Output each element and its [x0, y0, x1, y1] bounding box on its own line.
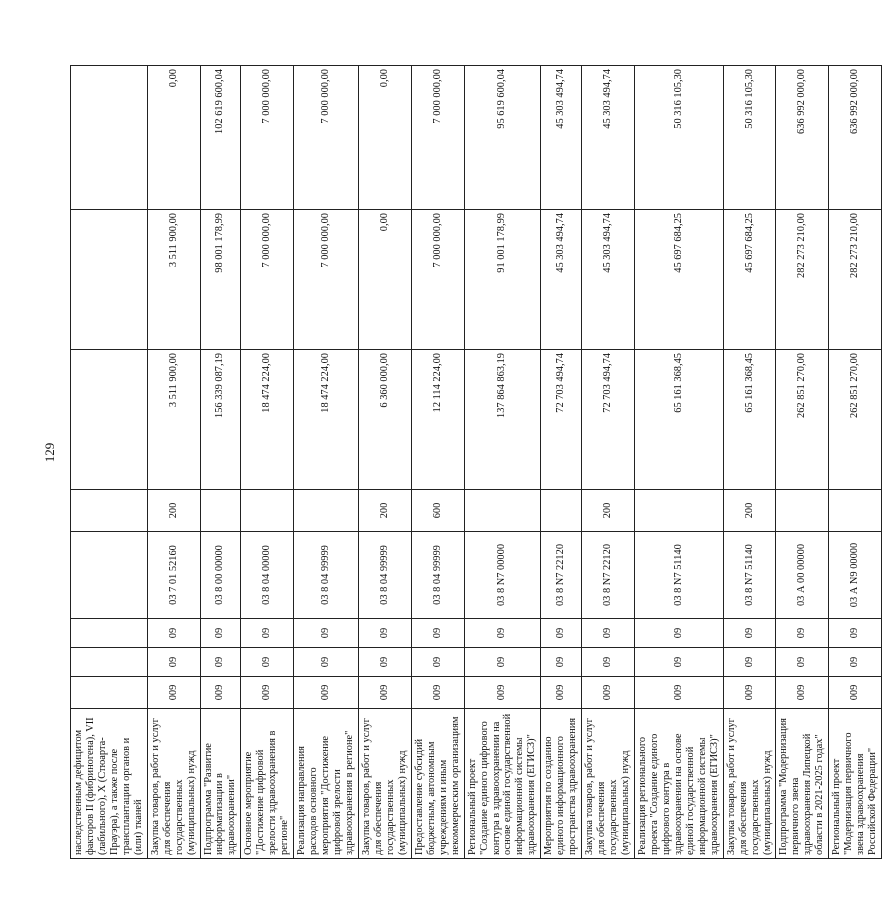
page-number: 129: [42, 442, 57, 463]
row-target: [71, 532, 148, 619]
row-grbs: 009: [464, 677, 541, 709]
row-name: Региональный проект "Создание единого цифрового контура в здравоохранении на основе единой государственной информационной системы здравоохранения (ЕГИСЗ)": [464, 709, 541, 859]
row-expense: 200: [147, 490, 200, 532]
table-row: [358, 66, 411, 859]
row-reg: 102 619 600,04: [200, 66, 241, 210]
row-reg: 45 303 494,74: [582, 66, 635, 210]
table-row: [829, 66, 882, 859]
row-name: Основное мероприятие "Достижение цифровой зрелости здравоохранения в регионе": [241, 709, 294, 859]
row-grbs: 009: [358, 677, 411, 709]
row-total: 262 851 270,00: [776, 350, 829, 490]
row-total: 18 474 224,00: [294, 350, 359, 490]
row-total: 18 474 224,00: [241, 350, 294, 490]
row-subsection: 09: [411, 619, 464, 648]
row-reg: 50 316 105,30: [634, 66, 723, 210]
table-row: [634, 66, 723, 859]
row-section: 09: [723, 648, 776, 677]
row-name: Предоставление субсидий бюджетным, автономным учреждениям и иным некоммерческим организациям: [411, 709, 464, 859]
row-subsection: 09: [776, 619, 829, 648]
row-target: 03 8 04 00000: [241, 532, 294, 619]
row-grbs: 009: [776, 677, 829, 709]
row-section: 09: [464, 648, 541, 677]
row-grbs: 009: [582, 677, 635, 709]
row-total: 137 864 863,19: [464, 350, 541, 490]
row-expense: [241, 490, 294, 532]
row-fed: 3 511 900,00: [147, 210, 200, 350]
row-section: 09: [358, 648, 411, 677]
row-target: 03 А N9 00000: [829, 532, 882, 619]
row-total: 12 114 224,00: [411, 350, 464, 490]
row-section: 09: [294, 648, 359, 677]
row-grbs: 009: [241, 677, 294, 709]
row-grbs: 009: [411, 677, 464, 709]
row-grbs: [71, 677, 148, 709]
row-fed: 282 273 210,00: [776, 210, 829, 350]
row-fed: 7 000 000,00: [411, 210, 464, 350]
row-target: 03 8 04 99999: [294, 532, 359, 619]
row-name: Реализация направления расходов основного мероприятия "Достижение цифровой зрелости здравоохранения в регионе": [294, 709, 359, 859]
row-name: Подпрограмма "Модернизация первичного звена здравоохранения Липецкой области в 2021-2025 годах": [776, 709, 829, 859]
row-total: [71, 350, 148, 490]
row-subsection: 09: [829, 619, 882, 648]
row-grbs: 009: [541, 677, 582, 709]
row-name: Закупка товаров, работ и услуг для обеспечения государственных (муниципальных) нужд: [582, 709, 635, 859]
row-name: Закупка товаров, работ и услуг для обеспечения государственных (муниципальных) нужд: [147, 709, 200, 859]
row-section: 09: [411, 648, 464, 677]
row-subsection: 09: [541, 619, 582, 648]
table-row: [464, 66, 541, 859]
row-reg: 50 316 105,30: [723, 66, 776, 210]
row-fed: 7 000 000,00: [294, 210, 359, 350]
row-expense: [541, 490, 582, 532]
row-target: 03 8 N7 00000: [464, 532, 541, 619]
row-section: 09: [829, 648, 882, 677]
row-total: 72 703 494,74: [541, 350, 582, 490]
row-expense: [200, 490, 241, 532]
row-grbs: 009: [723, 677, 776, 709]
table-row: [541, 66, 582, 859]
row-subsection: 09: [358, 619, 411, 648]
row-fed: 91 001 178,99: [464, 210, 541, 350]
row-section: 09: [776, 648, 829, 677]
row-fed: 45 303 494,74: [541, 210, 582, 350]
row-reg: 7 000 000,00: [411, 66, 464, 210]
row-total: 72 703 494,74: [582, 350, 635, 490]
row-name: Закупка товаров, работ и услуг для обеспечения государственных (муниципальных) нужд: [723, 709, 776, 859]
row-expense: [294, 490, 359, 532]
row-target: 03 А 00 00000: [776, 532, 829, 619]
row-section: 09: [241, 648, 294, 677]
row-fed: 7 000 000,00: [241, 210, 294, 350]
row-expense: 200: [582, 490, 635, 532]
row-fed: 45 697 684,25: [723, 210, 776, 350]
table-row: [411, 66, 464, 859]
row-grbs: 009: [200, 677, 241, 709]
row-reg: [71, 66, 148, 210]
row-subsection: 09: [723, 619, 776, 648]
row-section: [71, 648, 148, 677]
row-name: Реализация регионального проекта "Создание единого цифрового контура в здравоохранении на основе единой государственной информационной системы здравоохранения (ЕГИСЗ)": [634, 709, 723, 859]
row-fed: [71, 210, 148, 350]
row-expense: 200: [723, 490, 776, 532]
row-target: 03 8 N7 51140: [723, 532, 776, 619]
row-subsection: 09: [200, 619, 241, 648]
row-total: 262 851 270,00: [829, 350, 882, 490]
table-row: [200, 66, 241, 859]
row-reg: 636 992 000,00: [776, 66, 829, 210]
row-total: 65 161 368,45: [634, 350, 723, 490]
row-fed: 45 697 684,25: [634, 210, 723, 350]
row-subsection: 09: [294, 619, 359, 648]
row-fed: 282 273 210,00: [829, 210, 882, 350]
row-subsection: 09: [464, 619, 541, 648]
row-target: 03 8 04 99999: [411, 532, 464, 619]
row-expense: 200: [358, 490, 411, 532]
table-row: [241, 66, 294, 859]
row-section: 09: [200, 648, 241, 677]
row-target: 03 8 N7 22120: [541, 532, 582, 619]
row-subsection: 09: [241, 619, 294, 648]
row-subsection: [71, 619, 148, 648]
table-row: [147, 66, 200, 859]
row-grbs: 009: [829, 677, 882, 709]
row-expense: 600: [411, 490, 464, 532]
row-grbs: 009: [634, 677, 723, 709]
row-reg: 95 619 600,04: [464, 66, 541, 210]
row-expense: [829, 490, 882, 532]
row-reg: 45 303 494,74: [541, 66, 582, 210]
row-expense: [71, 490, 148, 532]
row-target: 03 7 01 52160: [147, 532, 200, 619]
row-total: 65 161 368,45: [723, 350, 776, 490]
row-name: Закупка товаров, работ и услуг для обеспечения государственных (муниципальных) нужд: [358, 709, 411, 859]
row-expense: [464, 490, 541, 532]
row-expense: [776, 490, 829, 532]
row-reg: 7 000 000,00: [241, 66, 294, 210]
row-section: 09: [147, 648, 200, 677]
row-reg: 7 000 000,00: [294, 66, 359, 210]
row-total: 6 360 000,00: [358, 350, 411, 490]
row-subsection: 09: [634, 619, 723, 648]
row-target: 03 8 04 99999: [358, 532, 411, 619]
row-section: 09: [634, 648, 723, 677]
budget-table: [70, 65, 882, 859]
row-name: Мероприятия по созданию единого информационного пространства здравоохранения: [541, 709, 582, 859]
table-row: [71, 66, 148, 859]
row-section: 09: [582, 648, 635, 677]
row-reg: 0,00: [358, 66, 411, 210]
row-fed: 98 001 178,99: [200, 210, 241, 350]
row-subsection: 09: [582, 619, 635, 648]
table-row: [776, 66, 829, 859]
row-target: 03 8 N7 51140: [634, 532, 723, 619]
row-grbs: 009: [294, 677, 359, 709]
row-expense: [634, 490, 723, 532]
row-fed: 0,00: [358, 210, 411, 350]
row-reg: 636 992 000,00: [829, 66, 882, 210]
row-name: Подпрограмма "Развитие информатизации в здравоохранении": [200, 709, 241, 859]
table-row: [294, 66, 359, 859]
table-row: [582, 66, 635, 859]
row-grbs: 009: [147, 677, 200, 709]
row-total: 156 339 087,19: [200, 350, 241, 490]
row-subsection: 09: [147, 619, 200, 648]
row-section: 09: [541, 648, 582, 677]
row-reg: 0,00: [147, 66, 200, 210]
row-target: 03 8 N7 22120: [582, 532, 635, 619]
row-name: Региональный проект "Модернизация первичного звена здравоохранения Российской Федерации": [829, 709, 882, 859]
row-target: 03 8 00 00000: [200, 532, 241, 619]
row-fed: 45 303 494,74: [582, 210, 635, 350]
row-name: наследственным дефицитом факторов II (фибриногена), VII (лабильного), X (Стюарта-Прауэра), а также после трансплантации органов и (или) тканей: [71, 709, 148, 859]
row-total: 3 511 900,00: [147, 350, 200, 490]
table-row: [723, 66, 776, 859]
